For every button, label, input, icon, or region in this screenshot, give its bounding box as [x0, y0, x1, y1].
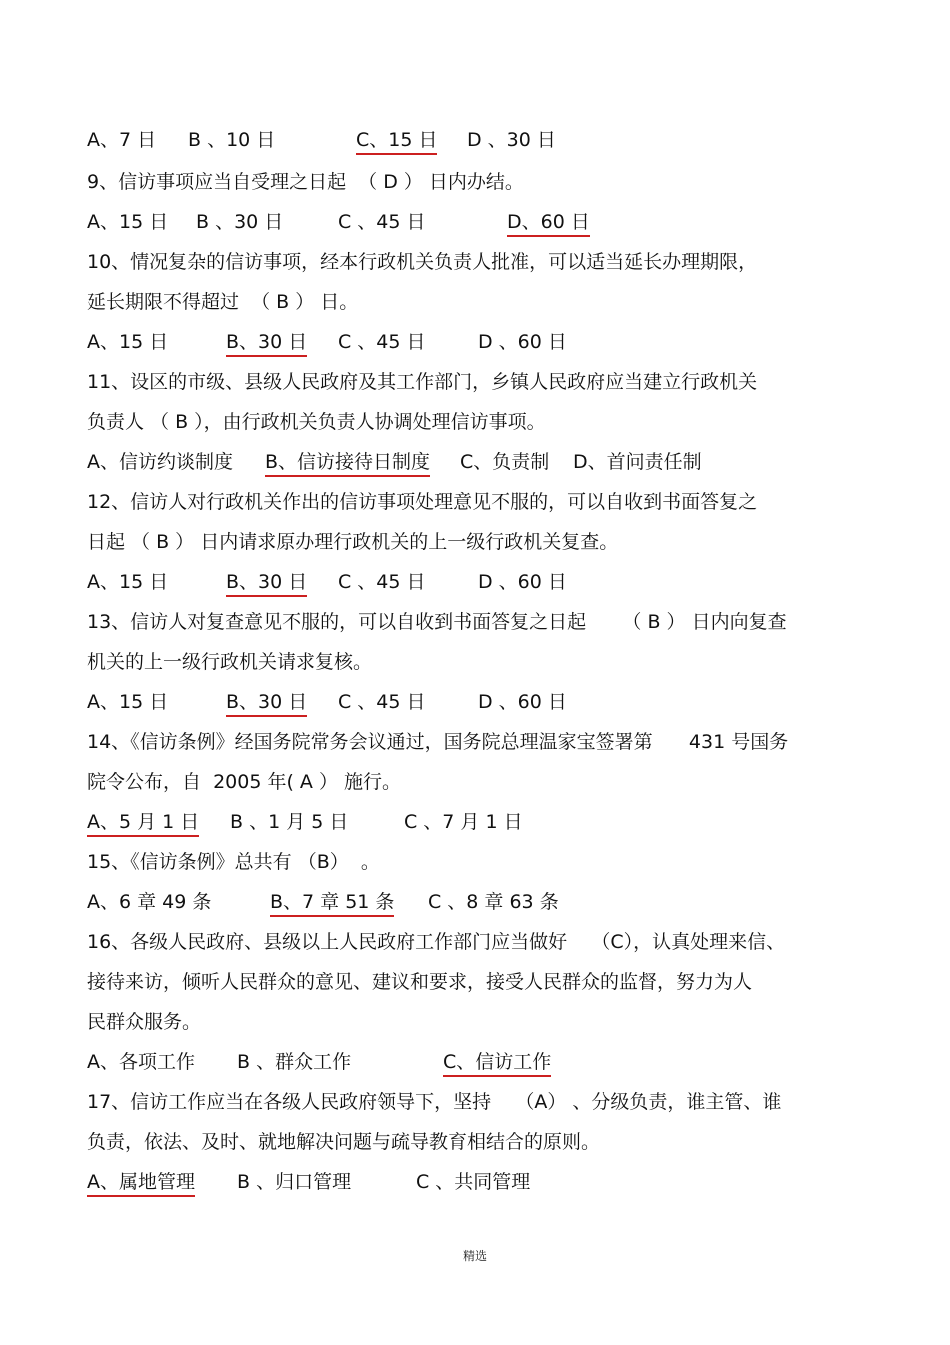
option: D 、60 日 [478, 691, 567, 713]
option: A、各项工作 [87, 1051, 195, 1073]
answer-option: A、5 月 1 日 [87, 810, 199, 837]
option: B 、10 日 [188, 129, 276, 151]
answer-option: C、信访工作 [443, 1050, 551, 1077]
option: A、6 章 49 条 [87, 891, 212, 913]
answer-option: B、30 日 [226, 690, 307, 717]
option: C、负责制 [460, 451, 550, 473]
question-line: 接待来访，倾听人民群众的意见、建议和要求，接受人民群众的监督，努力为人 [87, 971, 753, 993]
question-line: 9、信访事项应当自受理之日起 （ D ） 日内办结。 [87, 171, 524, 193]
answer-option: A、属地管理 [87, 1170, 195, 1197]
question-line: 10、情况复杂的信访事项，经本行政机关负责人批准，可以适当延长办理期限， [87, 251, 758, 273]
question-line: 负责，依法、及时、就地解决问题与疏导教育相结合的原则。 [87, 1131, 601, 1153]
option: B 、1 月 5 日 [230, 811, 349, 833]
question-line: 17、信访工作应当在各级人民政府领导下，坚持 （A） 、分级负责，谁主管、谁 [87, 1091, 782, 1113]
option: B 、30 日 [196, 211, 284, 233]
option: D 、60 日 [478, 331, 567, 353]
option: C 、45 日 [338, 331, 426, 353]
option: C 、45 日 [338, 211, 426, 233]
option: D、首问责任制 [573, 451, 702, 473]
option: A、15 日 [87, 211, 169, 233]
answer-option: B、信访接待日制度 [265, 450, 430, 477]
option: A、信访约谈制度 [87, 451, 233, 473]
option: A、15 日 [87, 571, 169, 593]
option: D 、30 日 [467, 129, 556, 151]
option: A、15 日 [87, 691, 169, 713]
question-line: 13、信访人对复查意见不服的，可以自收到书面答复之日起 （ B ） 日内向复查 [87, 611, 787, 633]
answer-option: D、60 日 [507, 210, 590, 237]
question-line: 16、各级人民政府、县级以上人民政府工作部门应当做好 （C），认真处理来信、 [87, 931, 786, 953]
question-line: 机关的上一级行政机关请求复核。 [87, 651, 373, 673]
page-footer: 精选 [462, 1249, 487, 1263]
option: C 、8 章 63 条 [428, 891, 559, 913]
question-line: 负责人 （ B ），由行政机关负责人协调处理信访事项。 [87, 411, 546, 433]
question-line: 民群众服务。 [87, 1011, 202, 1033]
option: C 、45 日 [338, 571, 426, 593]
option: C 、共同管理 [416, 1171, 531, 1193]
option: A、7 日 [87, 129, 157, 151]
answer-option: C、15 日 [356, 128, 437, 155]
answer-option: B、30 日 [226, 570, 307, 597]
option: A、15 日 [87, 331, 169, 353]
question-line: 15、《信访条例》总共有 （B） 。 [87, 851, 380, 873]
answer-option: B、30 日 [226, 330, 307, 357]
option: B 、群众工作 [237, 1051, 352, 1073]
option: C 、45 日 [338, 691, 426, 713]
question-line: 延长期限不得超过 （ B ） 日。 [87, 291, 359, 313]
question-line: 日起 （ B ） 日内请求原办理行政机关的上一级行政机关复查。 [87, 531, 619, 553]
question-line: 14、《信访条例》经国务院常务会议通过，国务院总理温家宝签署第 431 号国务 [87, 731, 789, 753]
option: D 、60 日 [478, 571, 567, 593]
option: B 、归口管理 [237, 1171, 352, 1193]
question-line: 12、信访人对行政机关作出的信访事项处理意见不服的，可以自收到书面答复之 [87, 491, 758, 513]
answer-option: B、7 章 51 条 [270, 890, 394, 917]
question-line: 院令公布，自 2005 年( A ） 施行。 [87, 771, 402, 793]
option: C 、7 月 1 日 [404, 811, 523, 833]
question-line: 11、设区的市级、县级人民政府及其工作部门，乡镇人民政府应当建立行政机关 [87, 371, 758, 393]
